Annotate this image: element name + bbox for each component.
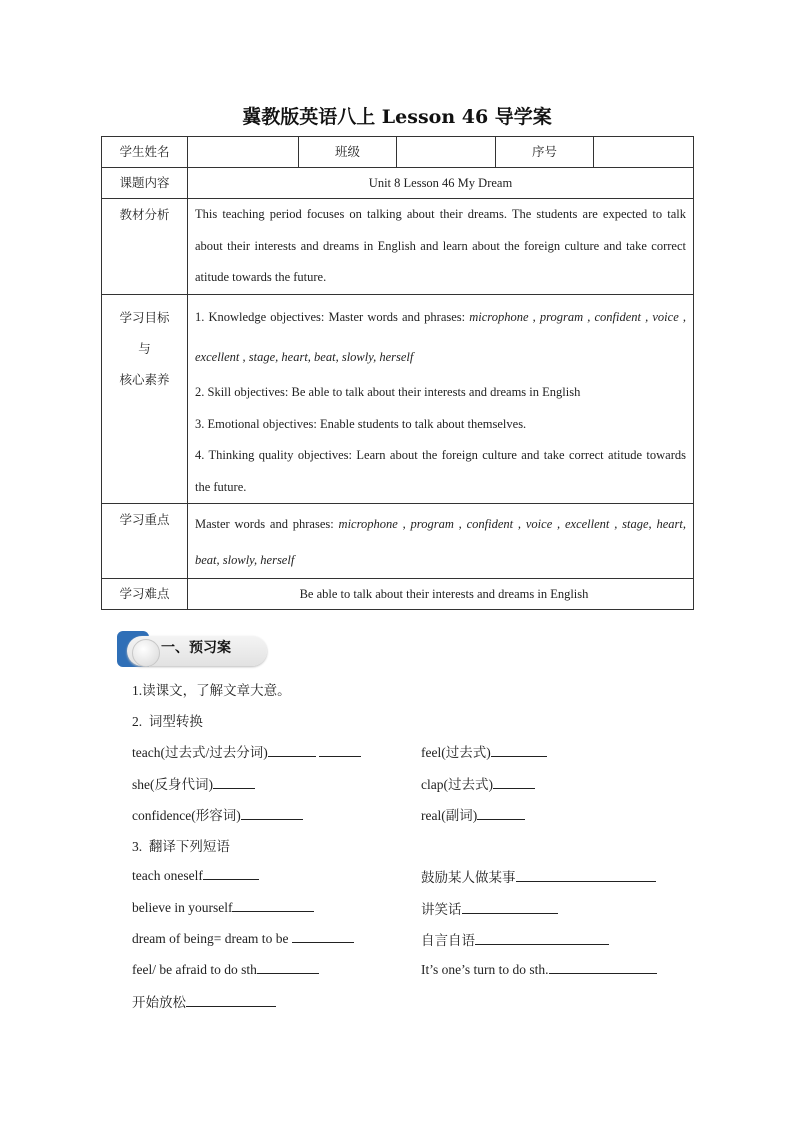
goal-knowledge-prefix: 1. Knowledge objectives: Master words and phrases:	[195, 310, 470, 324]
goal-knowledge-words: microphone , program , confident , voice , excellent , stage, heart, beat, slowly, herself	[195, 310, 686, 364]
phrase-row-2-right	[421, 898, 558, 918]
phrase-row-4-right	[421, 960, 657, 978]
phrase-prompt: dream of being= dream to be	[132, 931, 292, 946]
topic-value: Unit 8 Lesson 46 My Dream	[188, 168, 694, 199]
answer-blank[interactable]	[213, 775, 255, 789]
conversion-prompt: clap(过去式)	[421, 777, 493, 792]
conversion-row-2-right	[421, 773, 535, 793]
analysis-cell	[188, 199, 694, 295]
goals-label-line1: 学习目标	[119, 311, 170, 325]
goal-skill: 2. Skill objectives: Be able to talk about their interests and dreams in English	[195, 385, 581, 399]
key-points-text	[188, 504, 693, 578]
phrase-prompt: teach oneself	[132, 868, 203, 883]
key-points-prefix: Master words and phrases:	[195, 517, 339, 531]
answer-blank[interactable]	[462, 900, 558, 914]
answer-blank[interactable]	[232, 898, 314, 912]
phrase-prompt: 自言自语	[421, 933, 475, 948]
answer-blank[interactable]	[241, 806, 303, 820]
topic-label: 课题内容	[102, 168, 188, 199]
answer-blank[interactable]	[516, 868, 656, 882]
phrase-row-1-left	[132, 866, 259, 884]
answer-blank[interactable]	[257, 960, 319, 974]
conversion-prompt: feel(过去式)	[421, 745, 491, 760]
key-points-label: 学习重点	[102, 504, 188, 579]
goal-emotional: 3. Emotional objectives: Enable students to talk about themselves.	[195, 416, 527, 431]
conversion-row-1-left	[132, 741, 361, 761]
conversion-prompt: confidence(形容词)	[132, 808, 241, 823]
answer-blank[interactable]	[203, 866, 259, 880]
page-title: 冀教版英语八上 Lesson 46 导学案	[242, 106, 552, 128]
student-name-field[interactable]	[188, 137, 299, 168]
preview-item-3: 3. 翻译下列短语	[132, 839, 230, 854]
lesson-info-table	[101, 136, 694, 610]
phrase-prompt: believe in yourself	[132, 900, 233, 915]
key-points-words: microphone , program , confident , voice , excellent , stage, heart, beat, slowly, herself	[195, 517, 686, 567]
phrase-row-3-right	[421, 929, 609, 949]
conversion-prompt: teach(过去式/过去分词)	[132, 745, 268, 760]
conversion-prompt: real(副词)	[421, 808, 478, 823]
answer-blank[interactable]	[186, 993, 276, 1007]
answer-blank[interactable]	[319, 743, 361, 757]
goals-cell	[188, 295, 694, 504]
phrase-prompt: 讲笑话	[421, 902, 462, 917]
phrase-row-2-left	[132, 898, 314, 916]
answer-blank[interactable]	[493, 775, 535, 789]
answer-blank[interactable]	[475, 931, 609, 945]
conversion-row-3-right	[421, 804, 525, 824]
answer-blank[interactable]	[268, 743, 316, 757]
phrase-prompt: 鼓励某人做某事	[421, 870, 516, 885]
seat-number-label: 序号	[496, 137, 594, 168]
circle-icon	[132, 639, 160, 667]
goals-label-line2: 与	[138, 342, 151, 356]
answer-blank[interactable]	[477, 806, 525, 820]
goal-knowledge	[188, 295, 693, 377]
answer-blank[interactable]	[549, 960, 657, 974]
conversion-prompt: she(反身代词)	[132, 777, 213, 792]
difficult-points-label: 学习难点	[102, 579, 188, 610]
phrase-prompt: It’s one’s turn to do sth.	[421, 962, 549, 977]
answer-blank[interactable]	[491, 743, 547, 757]
goals-label-line3: 核心素养	[119, 373, 170, 387]
conversion-row-2-left	[132, 773, 255, 793]
phrase-prompt: 开始放松	[132, 995, 186, 1010]
analysis-label: 教材分析	[102, 199, 188, 295]
conversion-row-3-left	[132, 804, 303, 824]
preview-item-2: 2. 词型转换	[132, 714, 203, 729]
goals-label	[102, 295, 188, 504]
goal-thinking: 4. Thinking quality objectives: Learn about the foreign culture and take correct atitude towards the future.	[195, 448, 686, 494]
conversion-row-1-right	[421, 741, 547, 761]
class-label: 班级	[299, 137, 397, 168]
analysis-text: This teaching period focuses on talking about their dreams. The students are expected to talk about their interests and dreams in English and learn about the foreign culture and take correct atitude towards the future.	[195, 207, 686, 284]
phrase-prompt: feel/ be afraid to do sth	[132, 962, 257, 977]
section-heading: 一、预习案	[161, 640, 231, 656]
student-name-label: 学生姓名	[102, 137, 188, 168]
key-points-cell	[188, 504, 694, 579]
difficult-points-text: Be able to talk about their interests and dreams in English	[188, 579, 694, 610]
seat-number-field[interactable]	[594, 137, 694, 168]
preview-item-1: 1.读课文，了解文章大意。	[132, 683, 291, 698]
section-heading-badge	[117, 631, 267, 669]
phrase-row-3-left	[132, 929, 354, 947]
class-field[interactable]	[397, 137, 496, 168]
answer-blank[interactable]	[292, 929, 354, 943]
phrase-row-1-right	[421, 866, 656, 886]
phrase-row-5-left	[132, 991, 276, 1011]
phrase-row-4-left	[132, 960, 319, 978]
